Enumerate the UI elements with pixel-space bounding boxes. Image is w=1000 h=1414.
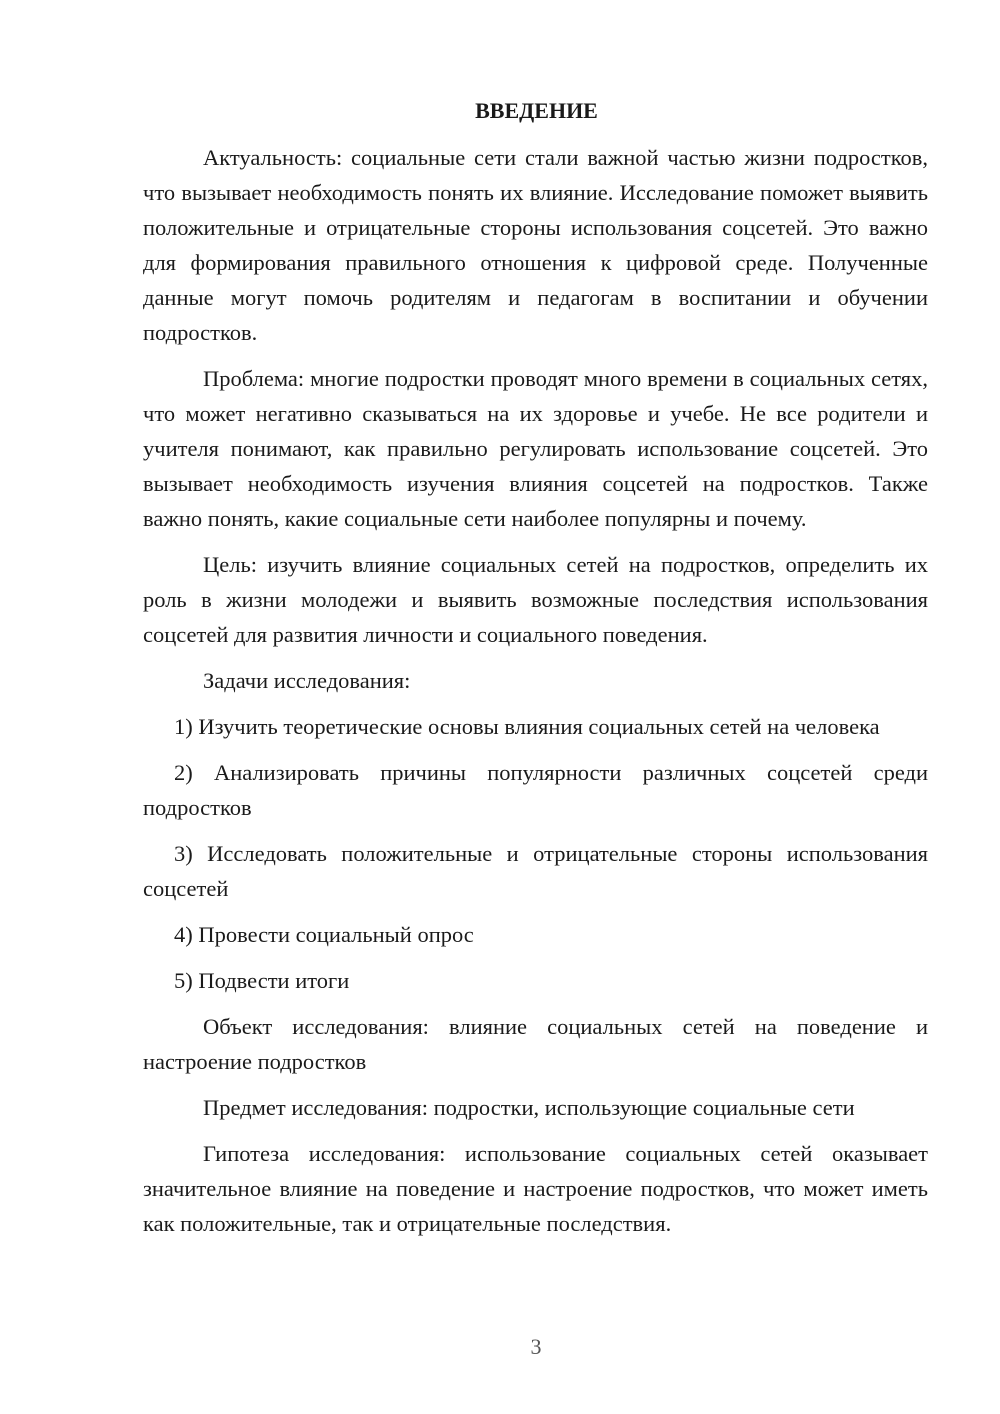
page-number: 3	[530, 1334, 542, 1359]
object-paragraph: Объект исследования: влияние социальных сетей на поведение и настроение подростков	[143, 1014, 928, 1074]
tasks-heading: Задачи исследования:	[203, 668, 411, 693]
hypothesis-paragraph: Гипотеза исследования: использование социальных сетей оказывает значительное влияние на поведение и настроение подростков, что может иметь как положительные, так и отрицательные последствия.	[143, 1141, 928, 1236]
task-item: 5) Подвести итоги	[174, 968, 350, 993]
relevance-paragraph: Актуальность: социальные сети стали важной частью жизни подростков, что вызывает необходимость понять их влияние. Исследование поможет выявить положительные и отрицательные стороны использования соцсетей. Это важно для формирования правильного отношения к цифровой среде. Полученные данные могут помочь родителям и педагогам в воспитании и обучении подростков.	[143, 145, 928, 345]
document-body	[143, 95, 928, 1252]
subject-paragraph: Предмет исследования: подростки, использующие социальные сети	[203, 1095, 855, 1120]
task-item: 4) Провести социальный опрос	[174, 922, 474, 947]
task-item: 1) Изучить теоретические основы влияния социальных сетей на человека	[174, 714, 880, 739]
section-title: ВВЕДЕНИЕ	[475, 98, 598, 123]
goal-paragraph: Цель: изучить влияние социальных сетей на подростков, определить их роль в жизни молодежи и выявить возможные последствия использования соцсетей для развития личности и социального поведения.	[143, 552, 928, 647]
task-item: 2) Анализировать причины популярности различных соцсетей среди подростков	[143, 760, 928, 820]
task-item: 3) Исследовать положительные и отрицательные стороны использования соцсетей	[143, 841, 928, 901]
problem-paragraph: Проблема: многие подростки проводят много времени в социальных сетях, что может негативно сказываться на их здоровье и учебе. Не все родители и учителя понимают, как правильно регулировать использование соцсетей. Это вызывает необходимость изучения влияния соцсетей на подростков. Также важно понять, какие социальные сети наиболее популярны и почему.	[143, 366, 928, 531]
